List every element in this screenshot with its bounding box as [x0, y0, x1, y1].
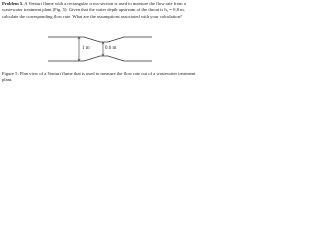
flume-bottom-wall [48, 56, 152, 61]
throat-width-label: 0.6 m [105, 46, 117, 51]
flume-top-wall [48, 37, 152, 42]
problem-label: Problem 5. [2, 1, 24, 6]
problem-statement [2, 1, 198, 20]
flume-plan-view-drawing [48, 33, 152, 65]
figure-caption: Figure 5: Plan view of a Venturi flume that is used to measure the flow rate out of a wastewater treatment plant. [2, 71, 196, 83]
problem-text: A Venturi flume with a rectangular cross-section is used to measure the flow rate from a wastewater treatment plant (Fig. 5). Given that the water depth upstream of the throat is h₁ = 0.8 m, calculate the corresponding flow rate. What are the assumptions associated with your calculation? [2, 1, 186, 19]
upstream-width-label: 1 m [82, 46, 90, 51]
venturi-flume-figure [48, 33, 152, 65]
